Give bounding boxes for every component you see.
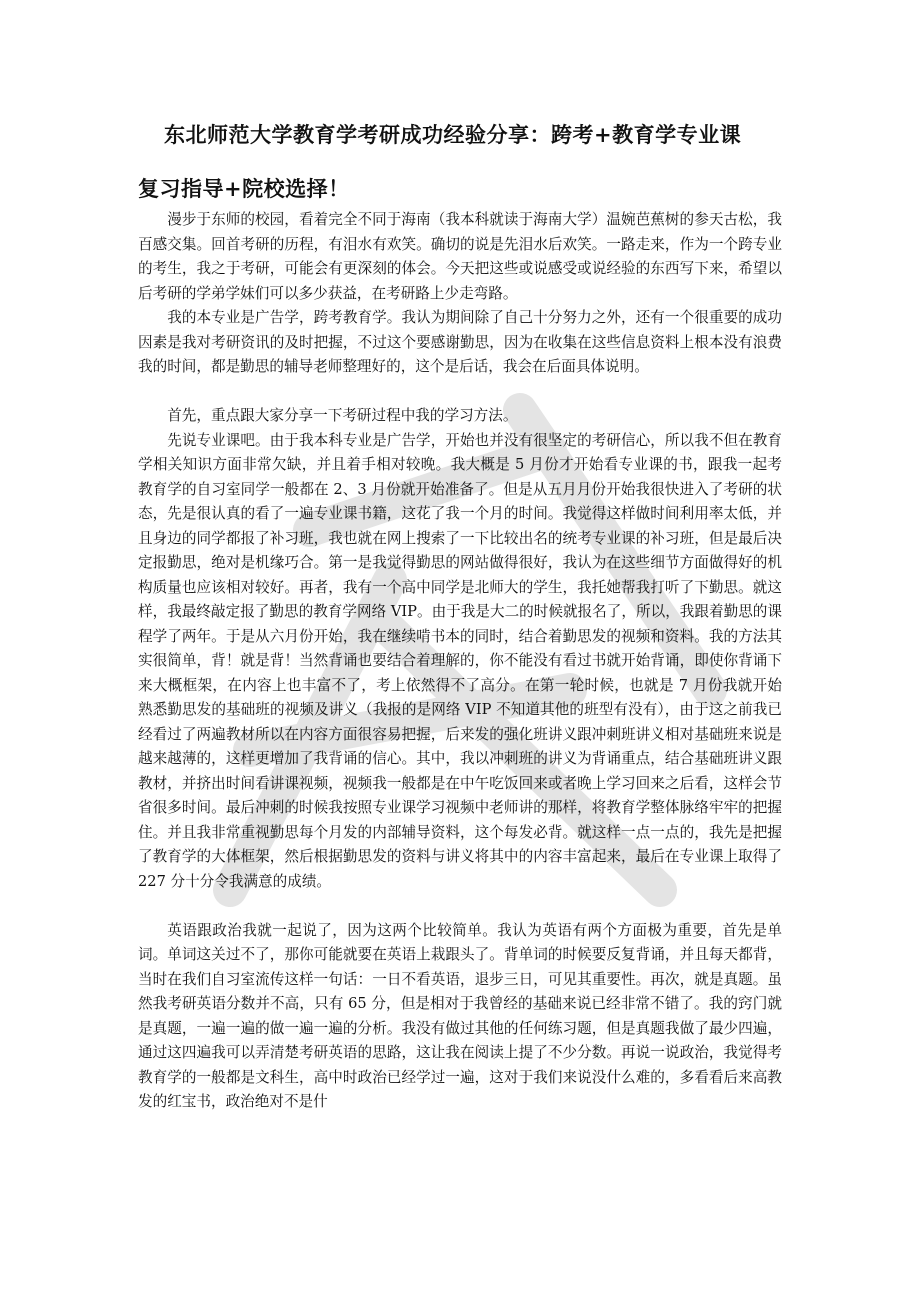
- title-line-2: 复习指导+院校选择！: [138, 176, 350, 201]
- document-body: [138, 208, 782, 1115]
- paragraph-major: 我的本专业是广告学，跨考教育学。我认为期间除了自己十分努力之外，还有一个很重要的成功因素是我对考研资讯的及时把握，不过这个要感谢勤思，因为在收集在这些信息资料上根本没有浪费我的时间，都是勤思的辅导老师整理好的，这个是后话，我会在后面具体说明。: [138, 309, 782, 375]
- paragraph-spacer: [138, 894, 782, 919]
- paragraph-method-heading: 首先，重点跟大家分享一下考研过程中我的学习方法。: [167, 407, 518, 424]
- paragraph-major-course: 先说专业课吧。由于我本科专业是广告学，开始也并没有很坚定的考研信心，所以我不但在教育学相关知识方面非常欠缺，并且着手相对较晚。我大概是 5 月份才开始看专业课的书，跟我一起考教育学的自习室同学一般都在 2、3 月份就开始准备了。但是从五月月份开始我很快进入了考研的状态，先是很认真的看了一遍专业课书籍，这花了我一个月的时间。我觉得这样做时间利用率太低，并且身边的同学都报了补习班，我也就在网上搜索了一下比较出名的统考专业课的补习班，但是最后决定报勤思，绝对是机缘巧合。第一是我觉得勤思的网站做得很好，我认为在这些细节方面做得好的机构质量也应该相对较好。再者，我有一个高中同学是北师大的学生，我托她帮我打听了下勤思。就这样，我最终敲定报了勤思的教育学网络 VIP。由于我是大二的时候就报名了，所以，我跟着勤思的课程学了两年。于是从六月份开始，我在继续啃书本的同时，结合着勤思发的视频和资料。我的方法其实很简单，背！就是背！当然背诵也要结合着理解的，你不能没有看过书就开始背诵，即使你背诵下来大概框架，在内容上也丰富不了，考上依然得不了高分。在第一轮时候，也就是 7 月份我就开始熟悉勤思发的基础班的视频及讲义（我报的是网络 VIP 不知道其他的班型有没有），由于这之前我已经看过了两遍教材所以在内容方面很容易把握，后来发的强化班讲义跟冲刺班讲义相对基础班来说是越来越薄的，这样更增加了我背诵的信心。其中，我以冲刺班的讲义为背诵重点，结合基础班讲义跟教材，并挤出时间看讲课视频，视频我一般都是在中午吃饭回来或者晚上学习回来之后看，这样会节省很多时间。最后冲刺的时候我按照专业课学习视频中老师讲的那样，将教育学整体脉络牢牢的把握住。并且我非常重视勤思每个月发的内部辅导资料，这个每发必背。就这样一点一点的，我先是把握了教育学的大体框架，然后根据勤思发的资料与讲义将其中的内容丰富起来，最后在专业课上取得了 227 分十分令我满意的成绩。: [138, 431, 782, 890]
- paragraph-intro: 漫步于东师的校园，看着完全不同于海南（我本科就读于海南大学）温婉芭蕉树的参天古松，我百感交集。回首考研的历程，有泪水有欢笑。确切的说是先泪水后欢笑。一路走来，作为一个跨专业的考生，我之于考研，可能会有更深刻的体会。今天把这些或说感受或说经验的东西写下来，希望以后考研的学弟学妹们可以多少获益，在考研路上少走弯路。: [138, 211, 782, 302]
- document-title: [138, 108, 788, 216]
- title-line-1: 东北师范大学教育学考研成功经验分享：跨考+教育学专业课: [164, 122, 742, 147]
- paragraph-spacer: [138, 380, 782, 405]
- paragraph-english-politics: 英语跟政治我就一起说了，因为这两个比较简单。我认为英语有两个方面极为重要，首先是单词。单词这关过不了，那你可能就要在英语上栽跟头了。背单词的时候要反复背诵，并且每天都背，当时在我们自习室流传这样一句话：一日不看英语，退步三日，可见其重要性。再次，就是真题。虽然我考研英语分数并不高，只有 65 分，但是相对于我曾经的基础来说已经非常不错了。我的窍门就是真题，一遍一遍的做一遍一遍的分析。我没有做过其他的任何练习题，但是真题我做了最少四遍，通过这四遍我可以弄清楚考研英语的思路，这让我在阅读上提了不少分数。再说一说政治，我觉得考教育学的一般都是文科生，高中时政治已经学过一遍，这对于我们来说没什么难的，多看看后来高教发的红宝书，政治绝对不是什: [138, 921, 782, 1110]
